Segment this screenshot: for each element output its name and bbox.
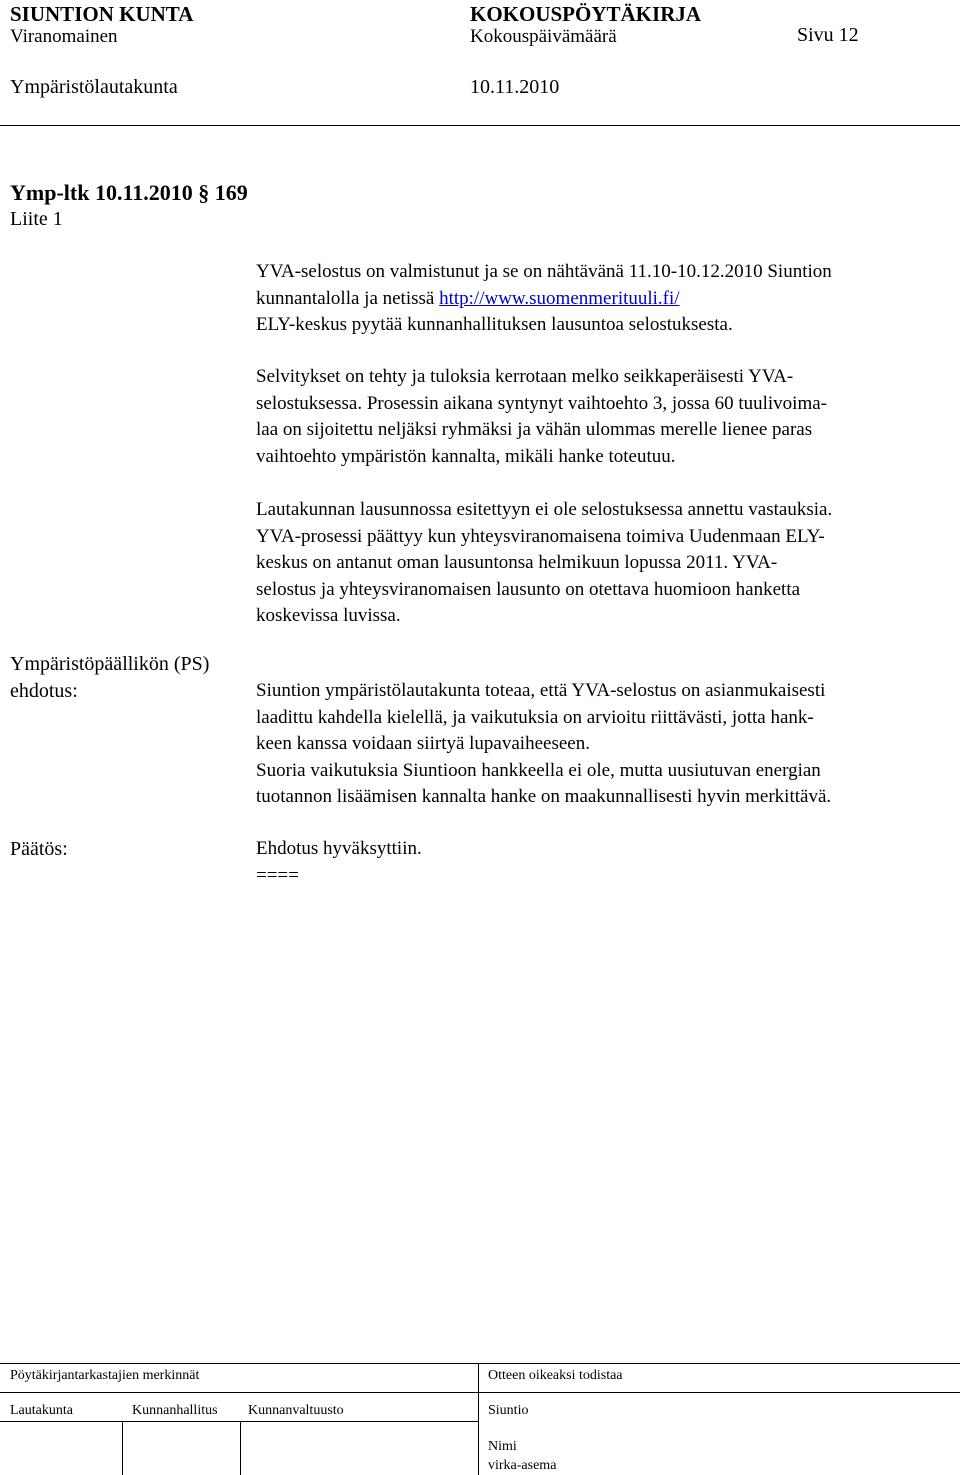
proposal-line: laadittu kahdella kielellä, ja vaikutuksia on arvioitu riittävästi, jotta hank- <box>256 706 814 728</box>
municipality-name: SIUNTION KUNTA <box>10 2 194 26</box>
paragraph-3 <box>256 497 832 630</box>
attachment-label: Liite 1 <box>10 208 63 230</box>
website-link[interactable]: http://www.suomenmerituuli.fi/ <box>439 287 680 309</box>
authority-label: Viranomainen <box>10 26 118 47</box>
paragraph-3-line: selostus ja yhteysviranomaisen lausunto on otettava huomioon hanketta <box>256 578 801 600</box>
footer-top-border <box>0 1363 960 1364</box>
paragraph-3-line: YVA-prosessi päättyy kun yhteysviranomaisena toimiva Uudenmaan ELY- <box>256 525 825 547</box>
proposal-label-line-2: ehdotus: <box>10 680 78 702</box>
paragraph-2-line: vaihtoehto ympäristön kannalta, mikäli hanke toteutuu. <box>256 445 676 467</box>
paragraph-2-line: Selvitykset on tehty ja tuloksia kerrotaan melko seikkaperäisesti YVA- <box>256 366 794 387</box>
meeting-date: 10.11.2010 <box>470 76 560 98</box>
proposal-line: tuotannon lisäämisen kannalta hanke on maakunnallisesti hyvin merkittävä. <box>256 786 832 807</box>
proposal-line: Siuntion ympäristölautakunta toteaa, että YVA-selostus on asianmukaisesti <box>256 680 826 701</box>
decision-end-mark: ==== <box>256 864 299 886</box>
paragraph-1-line-1: YVA-selostus on valmistunut ja se on nähtävänä 11.10-10.12.2010 Siuntion <box>256 261 832 282</box>
paragraph-1-line-2-text: kunnantalolla ja netissä <box>256 287 440 309</box>
proposal-label <box>10 651 209 705</box>
paragraph-1-line-3: ELY-keskus pyytää kunnanhallituksen lausuntoa selostuksesta. <box>256 314 733 335</box>
proposal-line: Suoria vaikutuksia Siuntioon hankkeella ei ole, mutta uusiutuvan energian <box>256 759 821 781</box>
footer-place: Siuntio <box>488 1403 529 1418</box>
paragraph-2-line: selostuksessa. Prosessin aikana syntynyt vaihtoehto 3, jossa 60 tuulivoima- <box>256 392 828 414</box>
footer-signature-cell-divider <box>122 1421 123 1475</box>
footer-board-kunnanvaltuusto: Kunnanvaltuusto <box>248 1403 344 1418</box>
footer-checkers-label: Pöytäkirjantarkastajien merkinnät <box>10 1368 200 1383</box>
paragraph-1 <box>256 259 832 339</box>
paragraph-1-line-2 <box>256 286 832 313</box>
footer-signature-cell-divider <box>240 1421 241 1475</box>
section-title: Ymp-ltk 10.11.2010 § 169 <box>10 180 248 205</box>
meeting-date-label: Kokouspäivämäärä <box>470 26 617 47</box>
footer-board-lautakunta: Lautakunta <box>10 1403 73 1418</box>
footer-row-divider <box>0 1392 960 1393</box>
header-divider <box>0 125 960 126</box>
proposal-label-line-1: Ympäristöpäällikön (PS) <box>10 653 210 675</box>
footer-board-kunnanhallitus: Kunnanhallitus <box>132 1403 218 1418</box>
paragraph-3-line: Lautakunnan lausunnossa esitettyyn ei ole selostuksessa annettu vastauksia. <box>256 499 833 520</box>
footer-certified-label: Otteen oikeaksi todistaa <box>488 1368 623 1383</box>
authority-name: Ympäristölautakunta <box>10 76 178 98</box>
decision-label: Päätös: <box>10 838 68 860</box>
proposal-line: keen kanssa voidaan siirtyä lupavaiheeseen. <box>256 733 590 754</box>
paragraph-2-line: laa on sijoitettu neljäksi ryhmäksi ja vähän ulommas merelle lienee paras <box>256 419 813 440</box>
document-type: KOKOUSPÖYTÄKIRJA <box>470 2 702 26</box>
proposal-text <box>256 678 831 811</box>
paragraph-2 <box>256 364 827 470</box>
page-number: Sivu 12 <box>797 24 859 46</box>
decision-text-block <box>256 836 422 889</box>
footer-signature-divider <box>0 1421 478 1422</box>
footer-title-label: virka-asema <box>488 1458 557 1473</box>
paragraph-3-line: keskus on antanut oman lausuntonsa helmikuun lopussa 2011. YVA- <box>256 552 778 573</box>
paragraph-3-line: koskevissa luvissa. <box>256 605 401 626</box>
footer-column-divider <box>478 1363 479 1475</box>
footer-name-label: Nimi <box>488 1439 517 1454</box>
decision-text: Ehdotus hyväksyttiin. <box>256 838 422 859</box>
